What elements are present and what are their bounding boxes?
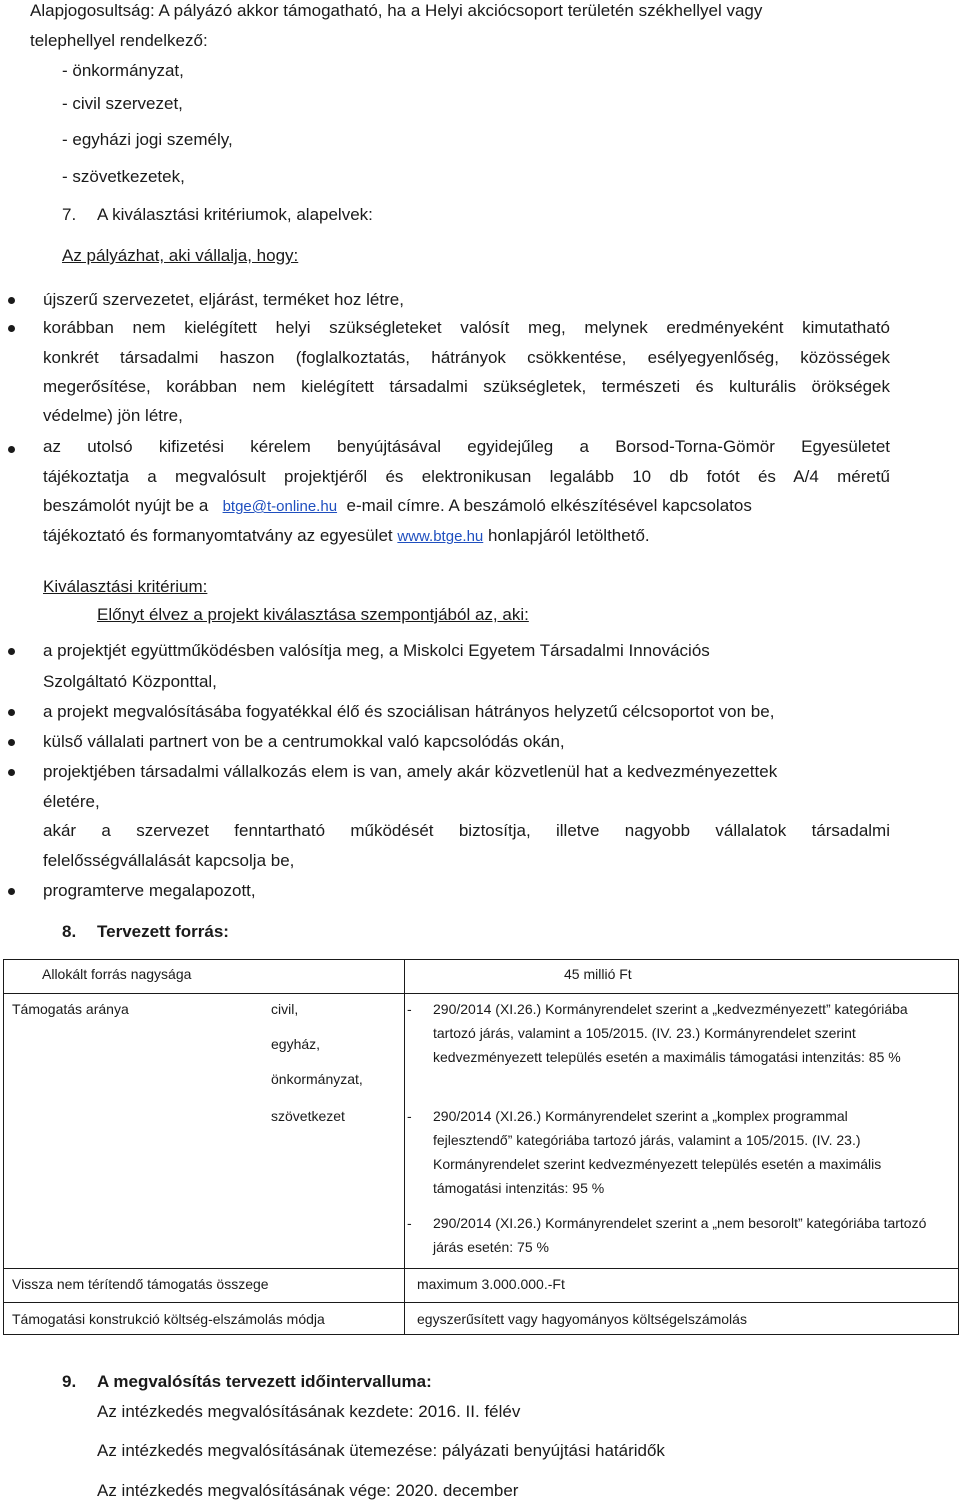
criterion-text: a projektjét együttműködésben valósítja meg, a Miskolci Egyetem Társadalmi Innovációs xyxy=(43,641,710,660)
criterion-text: konkrét társadalmi haszon (foglalkoztatás, hátrányok csökkentése, esélyegyenlőség, közösségek xyxy=(43,348,890,367)
section-9-title: A megvalósítás tervezett időintervalluma: xyxy=(97,1372,432,1391)
table-row-divider xyxy=(3,1268,959,1269)
dash-item: - szövetkezetek, xyxy=(62,167,185,186)
bullet-icon xyxy=(8,709,15,716)
bullet-icon xyxy=(8,739,15,746)
section-8-number: 8. xyxy=(62,922,77,941)
criterion-text: Szolgáltató Központtal, xyxy=(43,672,217,691)
criterion-text: projektjében társadalmi vállalkozás elem is van, amely akár közvetlenül hat a kedvezményezettek xyxy=(43,762,778,781)
dash-marker: - xyxy=(407,1215,412,1231)
criterion-text: az utolsó kifizetési kérelem benyújtásával egyidejűleg a Borsod-Torna-Gömör Egyesületet xyxy=(43,437,890,456)
criterion-text: akár a szervezet fenntartható működését biztosítja, illetve nagyobb vállalatok társadalmi xyxy=(43,821,890,840)
criterion-text: külső vállalati partnert von be a centrumokkal való kapcsolódás okán, xyxy=(43,732,565,751)
table-column-divider xyxy=(404,959,405,1335)
criterion-text: programterve megalapozott, xyxy=(43,881,256,900)
beneficiary-item: civil, xyxy=(271,1001,299,1017)
criterion-text: életére, xyxy=(43,792,100,811)
section-8-title: Tervezett forrás: xyxy=(97,922,229,941)
table-cell-value: maximum 3.000.000.-Ft xyxy=(417,1276,565,1292)
implementation-end: Az intézkedés megvalósításának vége: 2020. december xyxy=(97,1481,519,1500)
support-rate-text: 290/2014 (XI.26.) Kormányrendelet szerint a „kedvezményezett” kategóriába tartozó járás, valamint a 105/2015. (IV. 23.) Kormányrendelet szerint kedvezményezett település esetén a maximális támogatási intenzitás: 85 % xyxy=(433,1001,908,1065)
dash-marker: - xyxy=(407,1001,412,1017)
criterion-text-part: beszámolót nyújt be a xyxy=(43,496,209,515)
criterion-text: a projekt megvalósításába fogyatékkal élő és szociálisan hátrányos helyzetű célcsoportot von be, xyxy=(43,702,775,721)
dash-item: - civil szervezet, xyxy=(62,94,183,113)
criterion-text xyxy=(43,491,752,522)
support-rate-text: 290/2014 (XI.26.) Kormányrendelet szerint a „komplex programmal fejlesztendő” kategóriába tartozó járás, valamint a 105/2015. (IV. 23.) Kormányrendelet szerint kedvezményezett település esetén a maximális támogatási intenzitás: 95 % xyxy=(433,1108,882,1196)
criterion-text xyxy=(43,521,650,552)
dash-item: - önkormányzat, xyxy=(62,61,184,80)
table-cell-value: egyszerűsített vagy hagyományos költségelszámolás xyxy=(417,1311,747,1327)
criterion-text: korábban nem kielégített helyi szükségleteket valósít meg, melynek eredményeként kimutatható xyxy=(43,318,890,337)
criterion-text: megerősítése, korábban nem kielégített társadalmi szükségletek, természeti és kulturális örökségek xyxy=(43,377,890,396)
bullet-icon xyxy=(8,325,15,332)
dash-marker: - xyxy=(407,1108,412,1124)
intro-line-1: Alapjogosultság: A pályázó akkor támogatható, ha a Helyi akciócsoport területén székhellyel vagy xyxy=(30,1,763,20)
implementation-start: Az intézkedés megvalósításának kezdete: 2016. II. félév xyxy=(97,1402,521,1421)
support-rate-text: 290/2014 (XI.26.) Kormányrendelet szerint a „nem besorolt” kategóriába tartozó járás esetén: 75 % xyxy=(433,1215,927,1255)
table-cell-label: Támogatási konstrukció költség-elszámolás módja xyxy=(12,1311,325,1327)
bullet-icon xyxy=(8,446,15,453)
table-cell-label: Allokált forrás nagysága xyxy=(42,966,192,982)
email-link[interactable]: btge@t-online.hu xyxy=(222,498,338,515)
table-cell-label: Vissza nem térítendő támogatás összege xyxy=(12,1276,269,1292)
dash-item: - egyházi jogi személy, xyxy=(62,130,233,149)
table-row-divider xyxy=(3,993,959,994)
criterion-text: védelme) jön létre, xyxy=(43,406,183,425)
intro-line-2: telephellyel rendelkező: xyxy=(30,31,208,50)
section-9-number: 9. xyxy=(62,1372,77,1391)
table-row-divider xyxy=(3,1302,959,1303)
implementation-schedule: Az intézkedés megvalósításának ütemezése: pályázati benyújtási határidők xyxy=(97,1441,665,1460)
criterion-text: tájékoztatja a megvalósult projektjéről és elektronikusan legalább 10 db fotót és A/4 méretű xyxy=(43,467,890,486)
section-7-subtitle: Az pályázhat, aki vállalja, hogy: xyxy=(62,246,299,265)
criterion-text-part: honlapjáról letölthető. xyxy=(488,526,650,545)
bullet-icon xyxy=(8,769,15,776)
criterion-text: újszerű szervezetet, eljárást, terméket hoz létre, xyxy=(43,290,404,309)
criterion-text-part: tájékoztató és formanyomtatvány az egyesület xyxy=(43,526,393,545)
criterion-text-part: e-mail címre. A beszámoló elkészítésével kapcsolatos xyxy=(346,496,752,515)
beneficiary-item: szövetkezet xyxy=(271,1108,345,1124)
bullet-icon xyxy=(8,648,15,655)
criteria-subheading: Előnyt élvez a projekt kiválasztása szempontjából az, aki: xyxy=(97,605,529,624)
section-7-title: A kiválasztási kritériumok, alapelvek: xyxy=(97,205,373,224)
bullet-icon xyxy=(8,888,15,895)
website-link[interactable]: www.btge.hu xyxy=(397,528,484,545)
beneficiary-item: egyház, xyxy=(271,1036,321,1052)
bullet-icon xyxy=(8,297,15,304)
section-7-number: 7. xyxy=(62,205,77,224)
beneficiary-item: önkormányzat, xyxy=(271,1071,363,1087)
table-cell-value: 45 millió Ft xyxy=(564,966,632,982)
criterion-text: felelősségvállalását kapcsolja be, xyxy=(43,851,295,870)
table-cell-label: Támogatás aránya xyxy=(12,1001,129,1017)
criteria-heading: Kiválasztási kritérium: xyxy=(43,577,208,596)
